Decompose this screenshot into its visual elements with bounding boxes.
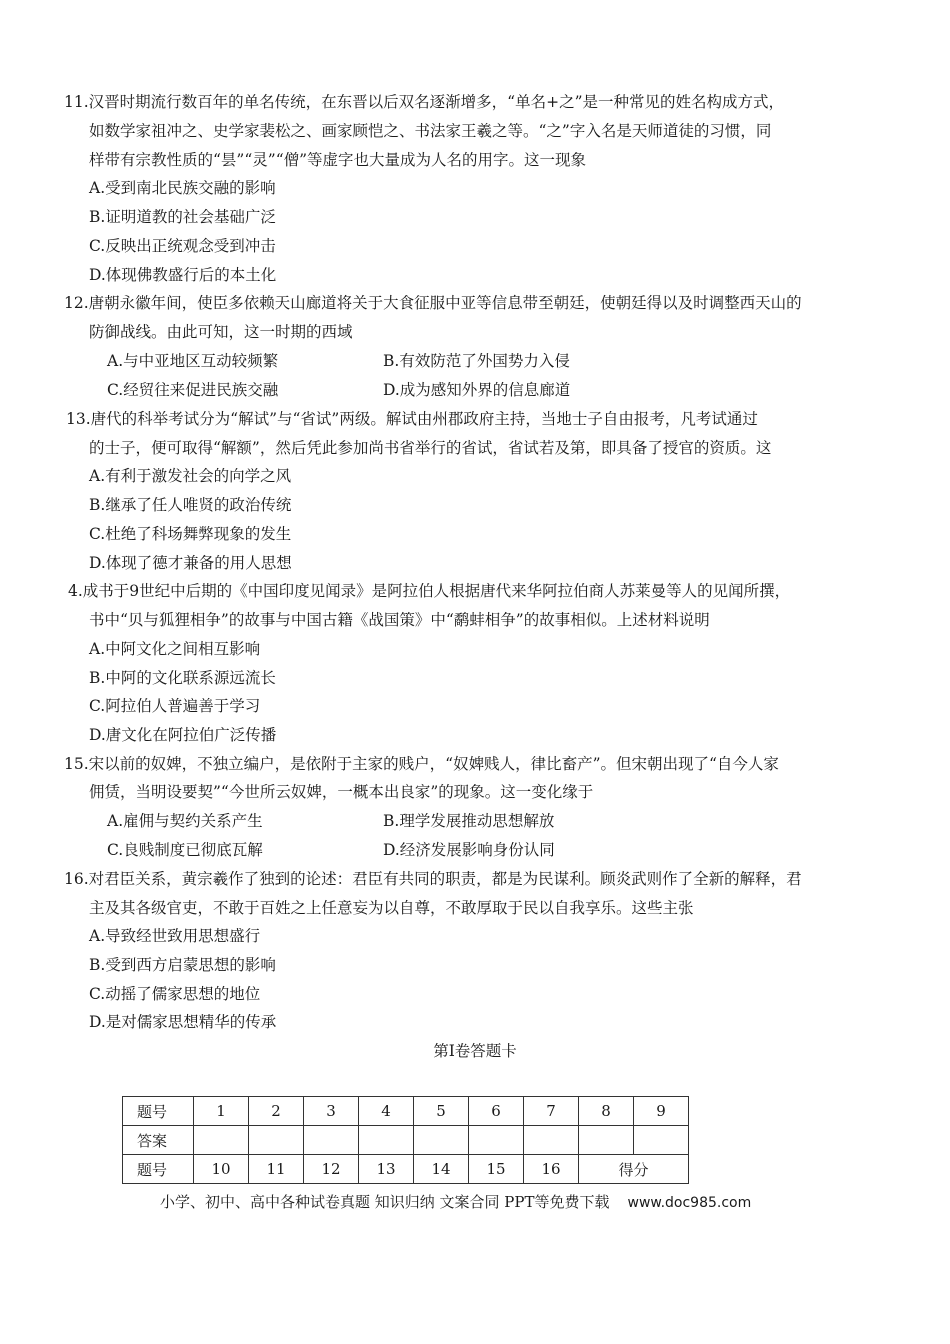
question-number-cell: 2	[249, 1097, 304, 1126]
question-stem: 防御战线。由此可知，这一时期的西域	[89, 323, 353, 341]
answer-card-title: 第Ⅰ卷答题卡	[433, 1042, 517, 1060]
question-stem: 如数学家祖冲之、史学家裴松之、画家顾恺之、书法家王羲之等。“之”字入名是天师道徒的习惯，同	[89, 122, 772, 140]
table-header-cell: 题号	[123, 1155, 194, 1184]
answer-cell[interactable]	[579, 1126, 634, 1155]
option-b: B.继承了任人唯贤的政治传统	[89, 496, 292, 514]
answer-cell[interactable]	[359, 1126, 414, 1155]
option-a: A.与中亚地区互动较频繁	[107, 352, 279, 370]
option-b: B.有效防范了外国势力入侵	[383, 352, 570, 370]
option-b: B.中阿的文化联系源远流长	[89, 669, 276, 687]
question-stem: 样带有宗教性质的“昙”“灵”“僧”等虚字也大量成为人名的用字。这一现象	[89, 151, 587, 169]
table-row	[123, 1126, 689, 1155]
option-d: D.经济发展影响身份认同	[383, 841, 555, 859]
footer-text: 小学、初中、高中各种试卷真题 知识归纳 文案合同 PPT等免费下载	[160, 1193, 610, 1211]
question-stem: 的士子，便可取得“解额”，然后凭此参加尚书省举行的省试，省试若及第，即具备了授官的资质。这	[89, 439, 772, 457]
option-c: C.经贸往来促进民族交融	[107, 381, 279, 399]
option-a: A.导致经世致用思想盛行	[89, 927, 261, 945]
option-b: B.理学发展推动思想解放	[383, 812, 555, 830]
table-header-cell: 答案	[123, 1126, 194, 1155]
table-header-cell: 题号	[123, 1097, 194, 1126]
question-number-cell: 10	[194, 1155, 249, 1184]
question-number-cell: 13	[359, 1155, 414, 1184]
option-d: D.体现佛教盛行后的本土化	[89, 266, 277, 284]
option-d: D.体现了德才兼备的用人思想	[89, 554, 292, 572]
question-number-cell: 15	[469, 1155, 524, 1184]
question-number-cell: 12	[304, 1155, 359, 1184]
question-number-cell: 5	[414, 1097, 469, 1126]
question-stem: 佣赁，当明设要契”“今世所云奴婢，一概本出良家”的现象。这一变化缘于	[89, 783, 594, 801]
option-d: D.是对儒家思想精华的传承	[89, 1013, 277, 1031]
table-row	[123, 1097, 689, 1126]
question-number-cell: 11	[249, 1155, 304, 1184]
answer-cell[interactable]	[634, 1126, 689, 1155]
option-c: C.阿拉伯人普遍善于学习	[89, 697, 261, 715]
option-a: A.雇佣与契约关系产生	[107, 812, 263, 830]
answer-cell[interactable]	[249, 1126, 304, 1155]
answer-cell[interactable]	[469, 1126, 524, 1155]
option-a: A.有利于激发社会的向学之风	[89, 467, 292, 485]
option-d: D.成为感知外界的信息廊道	[383, 381, 571, 399]
question-number-cell: 7	[524, 1097, 579, 1126]
option-c: C.良贱制度已彻底瓦解	[107, 841, 263, 859]
answer-card-table	[122, 1096, 689, 1184]
option-b: B.受到西方启蒙思想的影响	[89, 956, 276, 974]
option-a: A.受到南北民族交融的影响	[89, 179, 276, 197]
question-number-cell: 3	[304, 1097, 359, 1126]
option-c: C.反映出正统观念受到冲击	[89, 237, 276, 255]
answer-cell[interactable]	[194, 1126, 249, 1155]
question-stem: 4.成书于9世纪中后期的《中国印度见闻录》是阿拉伯人根据唐代来华阿拉伯商人苏莱曼等人的见闻所撰，	[68, 582, 791, 600]
option-c: C.杜绝了科场舞弊现象的发生	[89, 525, 292, 543]
footer-url[interactable]: www.doc985.com	[627, 1195, 752, 1211]
question-stem: 16.对君臣关系，黄宗羲作了独到的论述：君臣有共同的职责，都是为民谋利。顾炎武则作了全新的解释，君	[64, 870, 802, 888]
question-stem: 11.汉晋时期流行数百年的单名传统，在东晋以后双名逐渐增多，“单名+之”是一种常见的姓名构成方式，	[64, 93, 784, 111]
question-number-cell: 6	[469, 1097, 524, 1126]
option-c: C.动摇了儒家思想的地位	[89, 985, 261, 1003]
question-number-cell: 16	[524, 1155, 579, 1184]
option-a: A.中阿文化之间相互影响	[89, 640, 261, 658]
question-stem: 13.唐代的科举考试分为“解试”与“省试”两级。解试由州郡政府主持，当地士子自由报考，凡考试通过	[66, 410, 758, 428]
question-stem: 主及其各级官吏，不敢于百姓之上任意妄为以自尊，不敢厚取于民以自我享乐。这些主张	[89, 899, 694, 917]
question-stem: 12.唐朝永徽年间，使臣多依赖天山廊道将关于大食征服中亚等信息带至朝廷，使朝廷得以及时调整西天山的	[64, 294, 802, 312]
question-number-cell: 14	[414, 1155, 469, 1184]
question-number-cell: 8	[579, 1097, 634, 1126]
question-stem: 15.宋以前的奴婢，不独立编户，是依附于主家的贱户，“奴婢贱人，律比畜产”。但宋朝出现了“自今人家	[64, 755, 779, 773]
option-d: D.唐文化在阿拉伯广泛传播	[89, 726, 277, 744]
question-number-cell: 9	[634, 1097, 689, 1126]
table-row	[123, 1155, 689, 1184]
question-number-cell: 4	[359, 1097, 414, 1126]
footer	[160, 1189, 751, 1216]
score-cell: 得分	[579, 1155, 689, 1184]
question-number-cell: 1	[194, 1097, 249, 1126]
option-b: B.证明道教的社会基础广泛	[89, 208, 276, 226]
answer-cell[interactable]	[524, 1126, 579, 1155]
answer-cell[interactable]	[304, 1126, 359, 1155]
answer-cell[interactable]	[414, 1126, 469, 1155]
question-stem: 书中“贝与狐狸相争”的故事与中国古籍《战国策》中“鹬蚌相争”的故事相似。上述材料说明	[89, 611, 710, 629]
